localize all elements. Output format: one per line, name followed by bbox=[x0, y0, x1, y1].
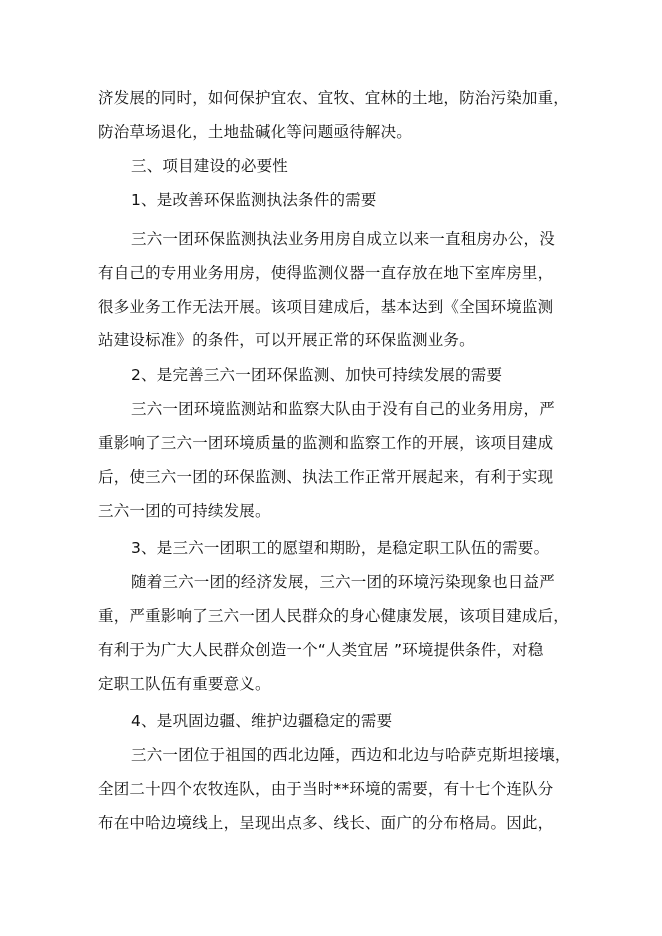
text-line: 防治草场退化，土地盐碱化等问题亟待解决。 bbox=[98, 123, 413, 141]
text-line: 三六一团位于祖国的西北边陲，西边和北边与哈萨克斯坦接壤， bbox=[131, 746, 571, 764]
text-line: 很多业务工作无法开展。该项目建成后，基本达到《全国环境监测 bbox=[98, 298, 554, 316]
text-line: 布在中哈边境线上，呈现出点多、线长、面广的分布格局。因此， bbox=[98, 814, 554, 832]
text-line: 重，严重影响了三六一团人民群众的身心健康发展，该项目建成后， bbox=[98, 607, 570, 625]
subsection-heading: 3、是三六一团职工的愿望和期盼，是稳定职工队伍的需要。 bbox=[131, 539, 550, 557]
text-line: 三六一团环保监测执法业务用房自成立以来一直租房办公，没 bbox=[131, 230, 555, 248]
text-line: 定职工队伍有重要意义。 bbox=[98, 675, 271, 693]
section-heading: 三、项目建设的必要性 bbox=[131, 157, 289, 175]
subsection-heading: 2、是完善三六一团环保监测、加快可持续发展的需要 bbox=[131, 366, 503, 384]
text-line: 站建设标准》的条件，可以开展正常的环保监测业务。 bbox=[98, 331, 475, 349]
text-line: 有利于为广大人民群众创造一个“人类宜居 ”环境提供条件，对稳 bbox=[98, 641, 544, 659]
subsection-heading: 1、是改善环保监测执法条件的需要 bbox=[131, 191, 377, 209]
text-line: 重影响了三六一团环境质量的监测和监察工作的开展，该项目建成 bbox=[98, 434, 554, 452]
text-line: 三六一团的可持续发展。 bbox=[98, 502, 271, 520]
text-line: 后，使三六一团的环保监测、执法工作正常开展起来，有利于实现 bbox=[98, 468, 554, 486]
text-line: 三六一团环境监测站和监察大队由于没有自己的业务用房，严 bbox=[131, 400, 555, 418]
subsection-heading: 4、是巩固边疆、维护边疆稳定的需要 bbox=[131, 712, 393, 730]
text-line: 随着三六一团的经济发展，三六一团的环境污染现象也日益严 bbox=[131, 573, 555, 591]
text-line: 济发展的同时，如何保护宜农、宜牧、宜林的土地，防治污染加重， bbox=[98, 89, 570, 107]
text-line: 有自己的专用业务用房，使得监测仪器一直存放在地下室库房里， bbox=[98, 264, 554, 282]
text-line: 全团二十四个农牧连队，由于当时**环境的需要，有十七个连队分 bbox=[98, 780, 554, 798]
